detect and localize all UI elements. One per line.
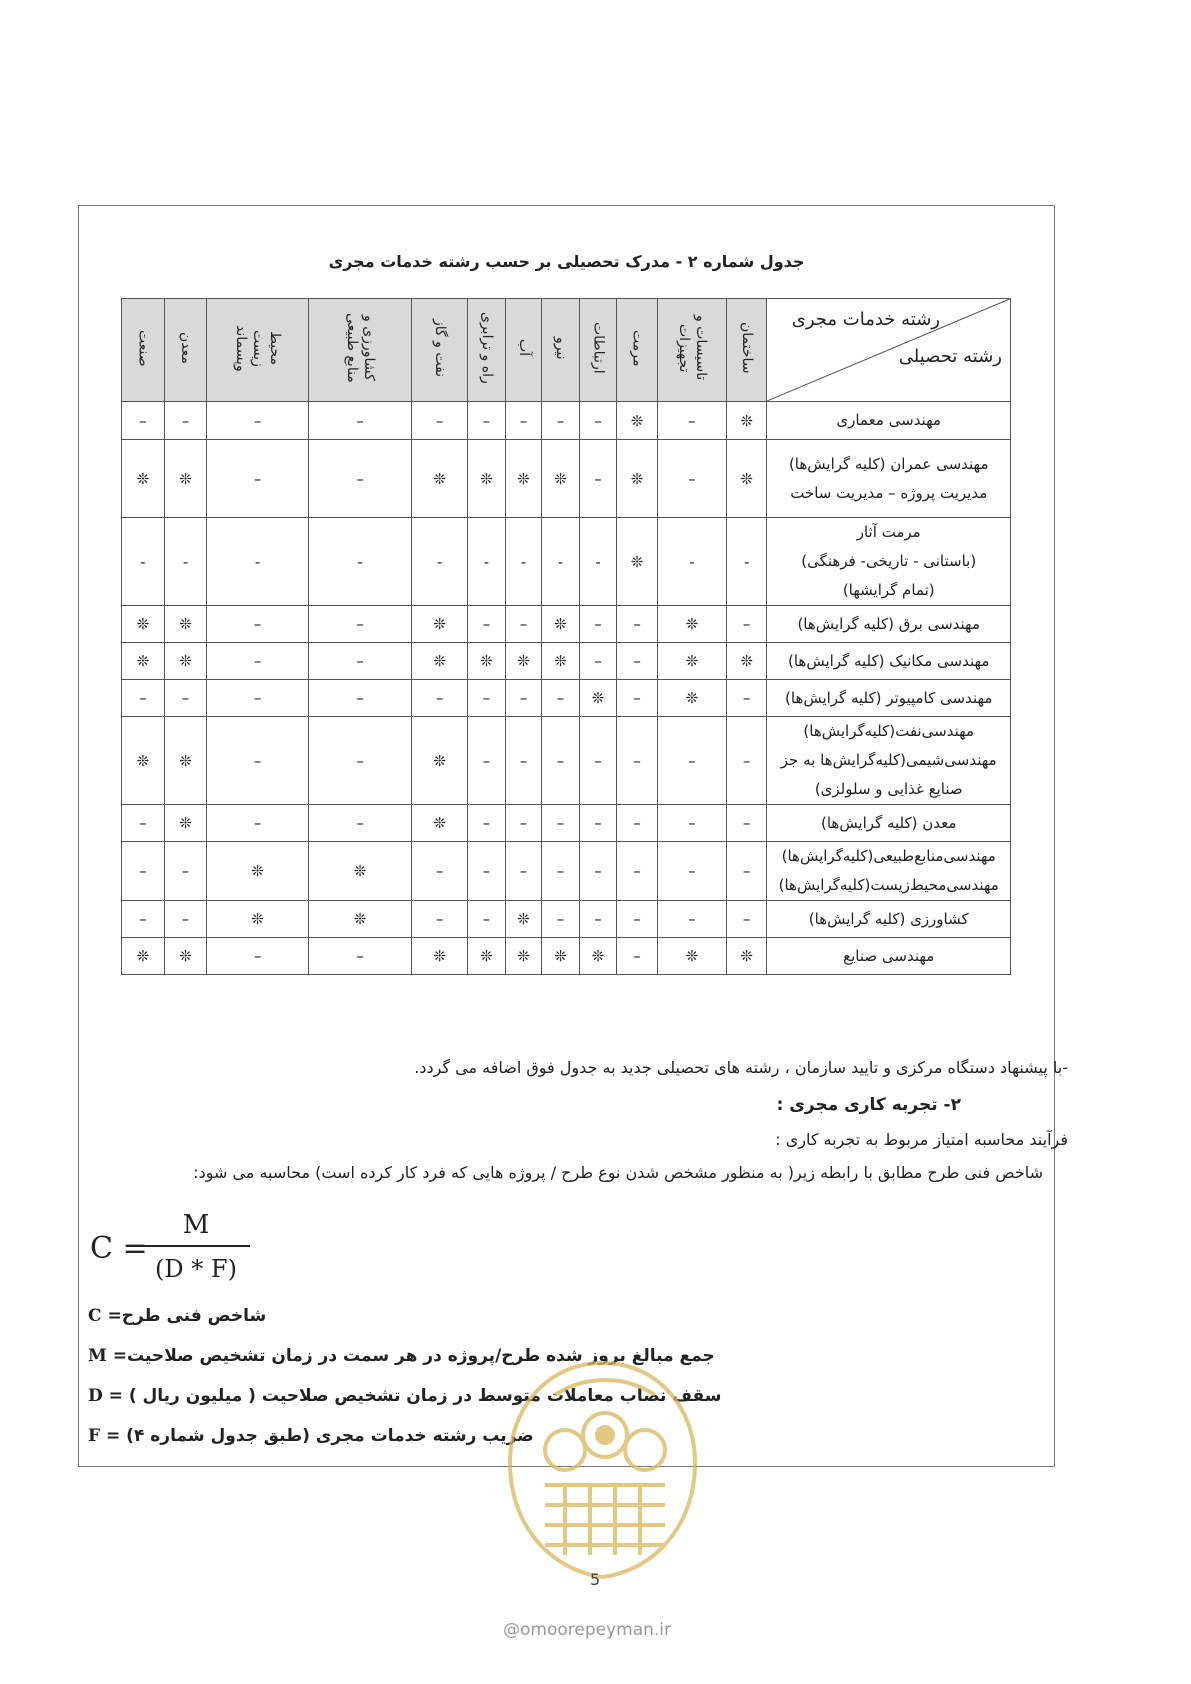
not-applicable-mark: – (617, 805, 658, 842)
not-applicable-mark: – (617, 717, 658, 805)
row-label-line: مهندسی مکانیک (کلیه گرایش‌ها) (787, 651, 990, 670)
column-header (308, 299, 412, 402)
definition-text: شاخص فنی طرح (121, 1306, 267, 1326)
section-heading: ۲- تجربه کاری مجری : (776, 1095, 961, 1115)
table-row (122, 938, 1011, 975)
row-label (767, 805, 1011, 842)
not-applicable-mark: – (657, 901, 726, 938)
not-applicable-mark: – (308, 643, 412, 680)
not-applicable-mark: – (579, 717, 617, 805)
column-header-label: نفت و گاز (432, 318, 449, 378)
qualified-mark: ❊ (617, 440, 658, 518)
not-applicable-mark: – (122, 402, 165, 440)
row-label (767, 643, 1011, 680)
table-title: جدول شماره ۲ - مدرک تحصیلی بر حسب رشته خدمات مجری (328, 252, 805, 271)
not-applicable-mark: – (468, 717, 506, 805)
not-applicable-mark: – (308, 680, 412, 717)
qualified-mark: ❊ (468, 643, 506, 680)
row-label (767, 518, 1011, 606)
not-applicable-mark: – (579, 402, 617, 440)
qualified-mark: ❊ (657, 938, 726, 975)
not-applicable-mark: – (617, 842, 658, 901)
column-header (122, 299, 165, 402)
not-applicable-mark: – (726, 805, 767, 842)
not-applicable-mark: – (505, 805, 542, 842)
row-label (767, 402, 1011, 440)
qualified-mark: ❊ (617, 402, 658, 440)
not-applicable-mark: – (164, 901, 207, 938)
qualified-mark: ❊ (617, 518, 658, 606)
not-applicable-mark: – (542, 901, 580, 938)
definition-f (88, 1426, 534, 1446)
column-header (164, 299, 207, 402)
column-header-label: محیط زیست وپسماند (233, 324, 284, 372)
definition-variable: F (88, 1426, 101, 1446)
qualified-mark: ❊ (468, 938, 506, 975)
table-row (122, 402, 1011, 440)
qualified-mark: ❊ (308, 842, 412, 901)
not-applicable-mark: - (657, 518, 726, 606)
qualified-mark: ❊ (207, 842, 308, 901)
table-row (122, 518, 1011, 606)
formula-denominator: (D * F) (155, 1255, 237, 1283)
row-label-line: مهندسی عمران (کلیه گرایش‌ها) (788, 454, 989, 473)
not-applicable-mark: – (207, 680, 308, 717)
definition-text: ضریب رشته خدمات مجری (طبق جدول شماره ۴) (126, 1426, 534, 1446)
formula (88, 1203, 258, 1283)
qualified-mark: ❊ (122, 938, 165, 975)
formula-lhs: C = (90, 1231, 148, 1266)
row-label (767, 717, 1011, 805)
qualified-mark: ❊ (505, 938, 542, 975)
not-applicable-mark: – (468, 842, 506, 901)
not-applicable-mark: – (468, 606, 506, 643)
not-applicable-mark: - (468, 518, 506, 606)
row-label (767, 842, 1011, 901)
table-header-row (122, 299, 1011, 402)
table-row (122, 440, 1011, 518)
not-applicable-mark: – (207, 643, 308, 680)
definition-separator: = (106, 1346, 127, 1366)
formula-intro-paragraph: شاخص فنی طرح مطابق با رابطه زیر( به منظور مشخص شدن نوع طرح / پروژه هایی که فرد کار کرده است) محاسبه می شود: (193, 1163, 1043, 1182)
qualified-mark: ❊ (164, 643, 207, 680)
not-applicable-mark: - (505, 518, 542, 606)
row-label (767, 938, 1011, 975)
column-header-label: ارتباطات (590, 322, 607, 374)
qualified-mark: ❊ (164, 440, 207, 518)
row-label-line: (تمام گرایشها) (842, 581, 935, 599)
not-applicable-mark: – (308, 805, 412, 842)
not-applicable-mark: – (164, 680, 207, 717)
qualified-mark: ❊ (164, 606, 207, 643)
qualified-mark: ❊ (726, 938, 767, 975)
column-header (726, 299, 767, 402)
not-applicable-mark: - (308, 518, 412, 606)
not-applicable-mark: – (579, 440, 617, 518)
not-applicable-mark: – (542, 842, 580, 901)
not-applicable-mark: – (726, 717, 767, 805)
column-header-label: ساختمان (739, 322, 756, 374)
row-label-line: صنایع غذایی و سلولزی) (814, 780, 963, 798)
row-label-line: کشاورزی (کلیه گرایش‌ها) (808, 909, 969, 928)
table-row (122, 901, 1011, 938)
not-applicable-mark: – (468, 805, 506, 842)
column-header (657, 299, 726, 402)
not-applicable-mark: – (617, 643, 658, 680)
not-applicable-mark: – (308, 402, 412, 440)
qualified-mark: ❊ (412, 938, 468, 975)
row-label-line: مرمت آثار (856, 523, 921, 541)
not-applicable-mark: - (412, 518, 468, 606)
qualified-mark: ❊ (657, 643, 726, 680)
corner-label-degree: رشته تحصیلی (898, 346, 1002, 367)
qualified-mark: ❊ (579, 680, 617, 717)
not-applicable-mark: - (122, 518, 165, 606)
column-header-label: نیرو (552, 336, 569, 360)
table-row (122, 805, 1011, 842)
not-applicable-mark: – (542, 402, 580, 440)
column-header-label: تاسیسات و تجهیزات (675, 315, 709, 381)
qualified-mark: ❊ (122, 717, 165, 805)
qualified-mark: ❊ (726, 643, 767, 680)
table-row (122, 606, 1011, 643)
not-applicable-mark: – (308, 717, 412, 805)
qualified-mark: ❊ (726, 440, 767, 518)
qualified-mark: ❊ (657, 680, 726, 717)
definition-text: جمع مبالغ بروز شده طرح/پروژه در هر سمت در زمان تشخیص صلاحیت (127, 1346, 715, 1366)
qualified-mark: ❊ (122, 643, 165, 680)
row-label (767, 901, 1011, 938)
corner-label-services: رشته خدمات مجری (791, 309, 940, 330)
not-applicable-mark: – (542, 680, 580, 717)
not-applicable-mark: – (164, 842, 207, 901)
not-applicable-mark: – (726, 680, 767, 717)
row-label-line: مهندسی صنایع (843, 946, 935, 965)
row-label-line: مهندسی‌محیط‌زیست(کلیه‌گرایش‌ها) (778, 876, 999, 894)
column-header (412, 299, 468, 402)
not-applicable-mark: – (122, 680, 165, 717)
table-row (122, 717, 1011, 805)
definition-separator: = (101, 1306, 122, 1326)
qualification-table (121, 298, 1011, 975)
qualified-mark: ❊ (542, 643, 580, 680)
qualified-mark: ❊ (542, 440, 580, 518)
definition-separator: = (102, 1386, 129, 1406)
not-applicable-mark: – (657, 805, 726, 842)
not-applicable-mark: – (505, 842, 542, 901)
column-header-label: راه و ترابری (478, 312, 495, 384)
column-header-label: مرمت (629, 329, 646, 367)
column-header (579, 299, 617, 402)
not-applicable-mark: – (207, 606, 308, 643)
table-row (122, 842, 1011, 901)
not-applicable-mark: – (579, 805, 617, 842)
table-row (122, 680, 1011, 717)
not-applicable-mark: – (308, 606, 412, 643)
not-applicable-mark: – (308, 938, 412, 975)
not-applicable-mark: – (579, 842, 617, 901)
column-header-label: صنعت (135, 329, 152, 367)
qualified-mark: ❊ (412, 440, 468, 518)
column-header (542, 299, 580, 402)
qualified-mark: ❊ (579, 938, 617, 975)
not-applicable-mark: – (207, 402, 308, 440)
not-applicable-mark: – (657, 440, 726, 518)
not-applicable-mark: – (164, 402, 207, 440)
not-applicable-mark: – (657, 842, 726, 901)
formula-numerator: M (182, 1210, 210, 1240)
not-applicable-mark: – (412, 842, 468, 901)
qualified-mark: ❊ (468, 440, 506, 518)
column-header (505, 299, 542, 402)
qualified-mark: ❊ (412, 717, 468, 805)
row-label-line: معدن (کلیه گرایش‌ها) (821, 813, 957, 832)
qualified-mark: ❊ (207, 901, 308, 938)
not-applicable-mark: – (542, 717, 580, 805)
column-header-label: معدن (178, 332, 195, 364)
column-header-label: کشاورزی و منابع طبیعی (344, 313, 378, 383)
not-applicable-mark: – (122, 901, 165, 938)
not-applicable-mark: – (122, 805, 165, 842)
not-applicable-mark: – (122, 842, 165, 901)
row-label (767, 440, 1011, 518)
qualified-mark: ❊ (726, 402, 767, 440)
not-applicable-mark: – (726, 901, 767, 938)
row-label-line: مهندسی برق (کلیه گرایش‌ها) (797, 614, 980, 633)
qualified-mark: ❊ (122, 440, 165, 518)
column-header-label: آب (515, 339, 532, 357)
not-applicable-mark: – (505, 402, 542, 440)
qualified-mark: ❊ (412, 805, 468, 842)
row-label-line: مدیریت پروژه – مدیریت ساخت (790, 483, 988, 502)
not-applicable-mark: – (412, 680, 468, 717)
not-applicable-mark: – (617, 938, 658, 975)
not-applicable-mark: – (505, 717, 542, 805)
qualified-mark: ❊ (542, 938, 580, 975)
table-corner-cell (767, 299, 1011, 402)
not-applicable-mark: – (617, 901, 658, 938)
not-applicable-mark: – (579, 643, 617, 680)
qualified-mark: ❊ (412, 643, 468, 680)
row-label (767, 606, 1011, 643)
qualified-mark: ❊ (164, 938, 207, 975)
not-applicable-mark: – (207, 717, 308, 805)
definition-variable: C (88, 1306, 102, 1326)
not-applicable-mark: – (657, 402, 726, 440)
qualified-mark: ❊ (122, 606, 165, 643)
page-number: 5 (590, 1570, 601, 1589)
not-applicable-mark: - (579, 518, 617, 606)
not-applicable-mark: – (207, 805, 308, 842)
row-label-line: مهندسی‌منابع‌طبیعی(کلیه‌گرایش‌ها) (781, 847, 996, 865)
not-applicable-mark: - (207, 518, 308, 606)
definition-variable: D (88, 1386, 103, 1406)
definition-text: سقف نصاب معاملات متوسط در زمان تشخیص صلاحیت ( میلیون ریال ) (128, 1386, 722, 1406)
row-label-line: مهندسی‌نفت(کلیه‌گرایش‌ها) (803, 722, 975, 740)
qualified-mark: ❊ (505, 901, 542, 938)
column-header (468, 299, 506, 402)
not-applicable-mark: – (657, 717, 726, 805)
column-header (617, 299, 658, 402)
definition-c (88, 1306, 266, 1326)
definition-separator: = (100, 1426, 127, 1446)
not-applicable-mark: – (412, 901, 468, 938)
not-applicable-mark: – (468, 680, 506, 717)
table-body (122, 402, 1011, 975)
not-applicable-mark: – (579, 606, 617, 643)
qualified-mark: ❊ (542, 606, 580, 643)
qualified-mark: ❊ (505, 440, 542, 518)
website-watermark: @omoorepeyman.ir (503, 1620, 672, 1640)
row-label-line: مهندسی‌شیمی(کلیه‌گرایش‌ها به جز (780, 751, 997, 769)
note-paragraph: -با پیشنهاد دستگاه مرکزی و تایید سازمان ، رشته های تحصیلی جدید به جدول فوق اضافه می گردد. (414, 1058, 1068, 1077)
qualified-mark: ❊ (164, 717, 207, 805)
not-applicable-mark: – (412, 402, 468, 440)
qualified-mark: ❊ (164, 805, 207, 842)
not-applicable-mark: - (164, 518, 207, 606)
column-header (207, 299, 308, 402)
not-applicable-mark: – (542, 805, 580, 842)
row-label-line: مهندسی کامپیوتر (کلیه گرایش‌ها) (784, 688, 993, 707)
not-applicable-mark: – (468, 402, 506, 440)
definition-variable: M (88, 1346, 107, 1366)
row-label-line: (باستانی - تاریخی- فرهنگی) (801, 552, 977, 570)
not-applicable-mark: - (726, 518, 767, 606)
not-applicable-mark: – (468, 901, 506, 938)
not-applicable-mark: – (505, 606, 542, 643)
row-label (767, 680, 1011, 717)
qualified-mark: ❊ (505, 643, 542, 680)
not-applicable-mark: – (207, 440, 308, 518)
qualified-mark: ❊ (657, 606, 726, 643)
row-label-line: مهندسی معماری (836, 411, 942, 429)
not-applicable-mark: – (726, 842, 767, 901)
qualified-mark: ❊ (308, 901, 412, 938)
not-applicable-mark: – (207, 938, 308, 975)
seal-watermark (495, 1355, 710, 1585)
not-applicable-mark: – (308, 440, 412, 518)
not-applicable-mark: – (617, 680, 658, 717)
process-paragraph: فرآیند محاسبه امتیاز مربوط به تجربه کاری : (775, 1130, 1068, 1149)
not-applicable-mark: – (505, 680, 542, 717)
not-applicable-mark: – (617, 606, 658, 643)
qualified-mark: ❊ (412, 606, 468, 643)
not-applicable-mark: – (726, 606, 767, 643)
not-applicable-mark: – (579, 901, 617, 938)
formula-graphic (88, 1203, 258, 1283)
table-row (122, 643, 1011, 680)
not-applicable-mark: - (542, 518, 580, 606)
